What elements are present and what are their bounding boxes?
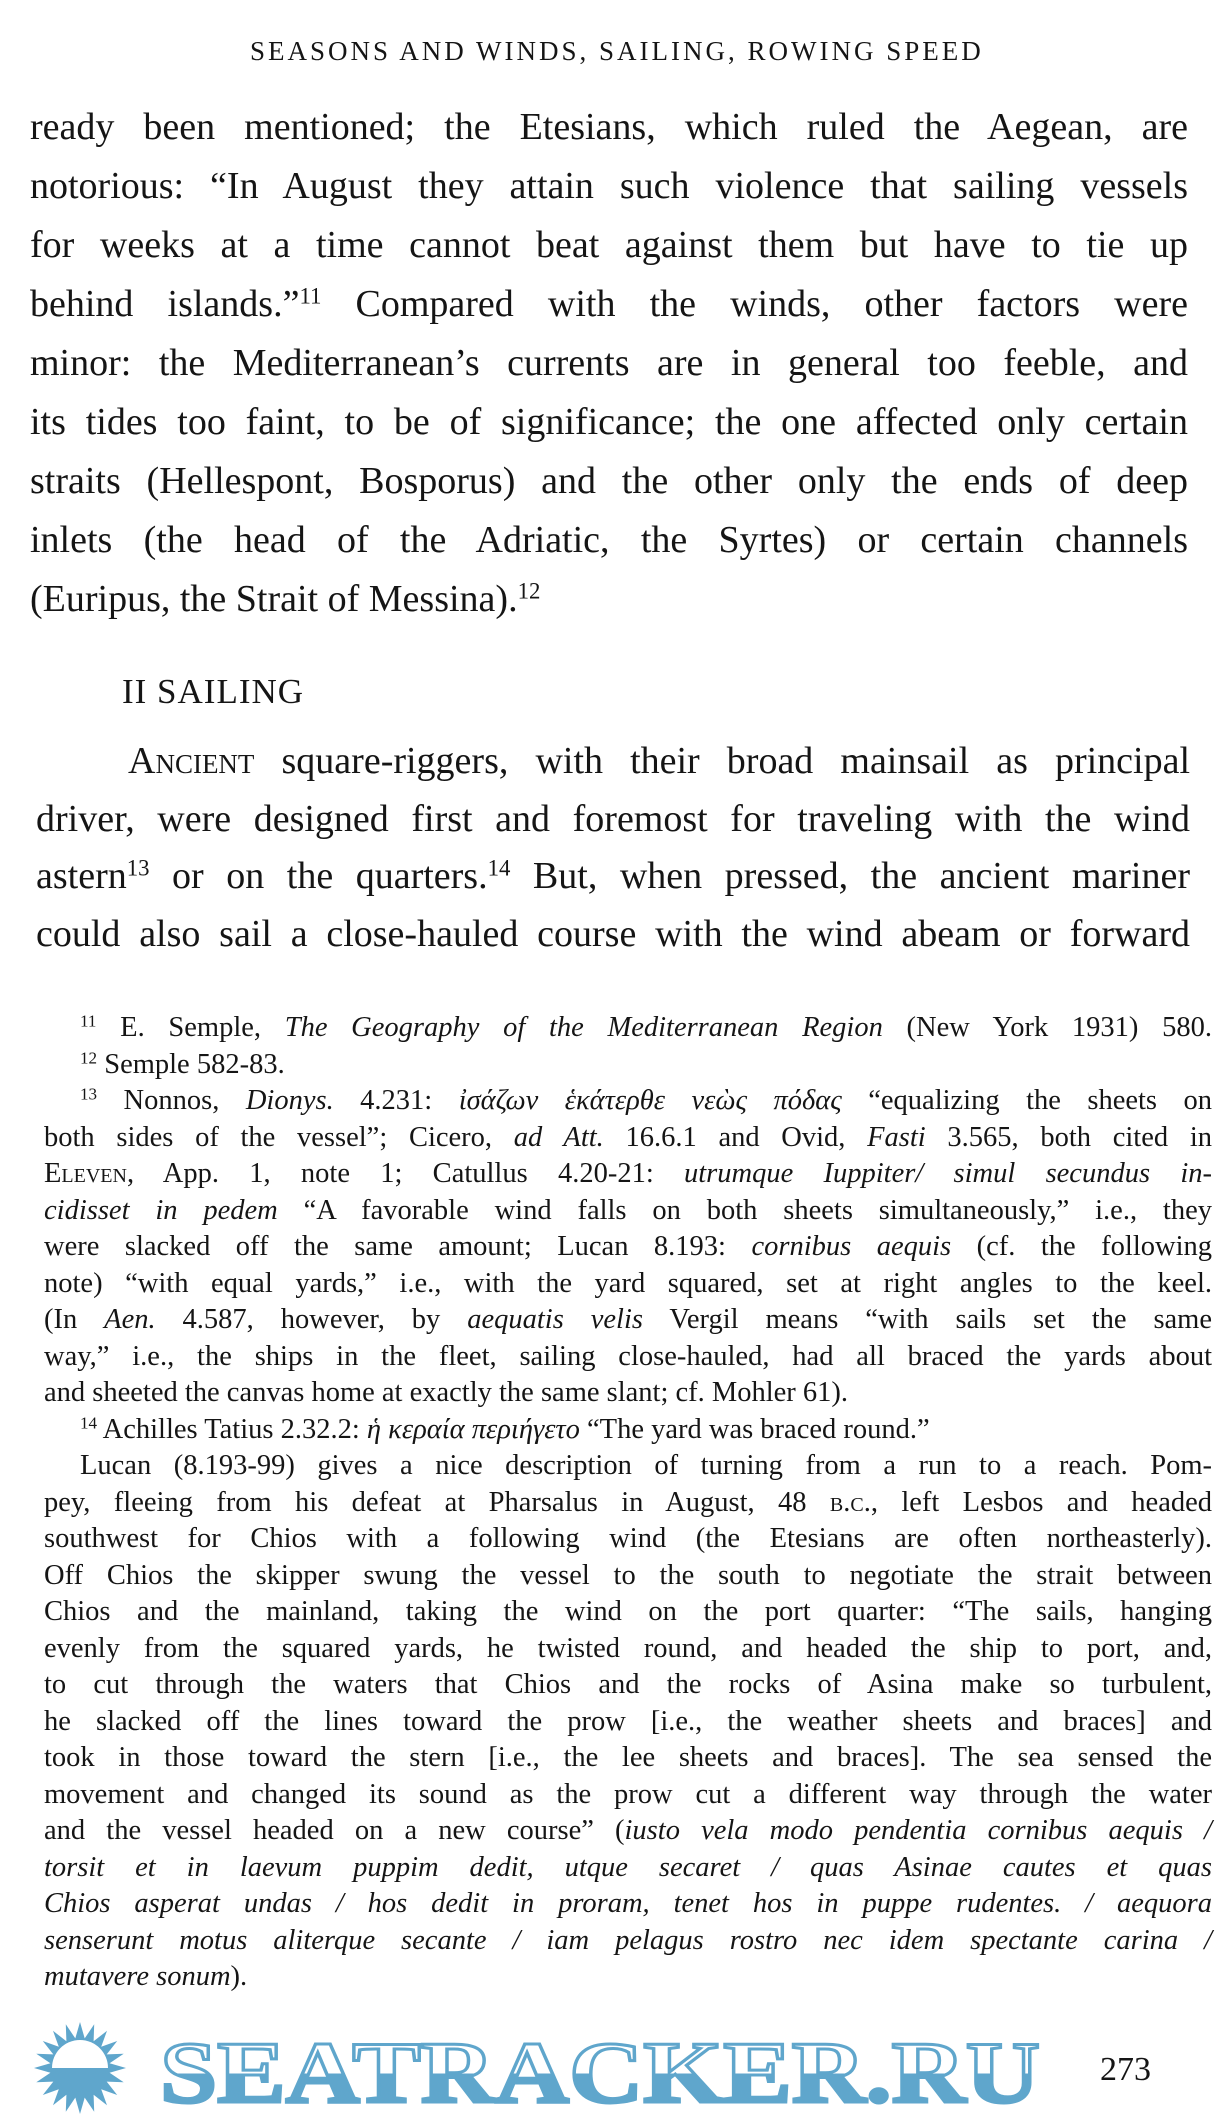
- text-run: both sides of the vessel”; Cicero,: [44, 1121, 514, 1153]
- footnote-marker: 14: [487, 855, 511, 881]
- text-run: (In: [44, 1304, 105, 1335]
- italic-text: torsit et in laevum puppim dedit, utque secaret / quas Asinae cautes et quas: [44, 1851, 1212, 1883]
- text-run: behind islands.”: [30, 283, 300, 325]
- text-line: [44, 1448, 1212, 1485]
- text-run: Nonnos,: [97, 1085, 246, 1116]
- text-line: [44, 1010, 1212, 1047]
- text-run: “A favorable wind falls on both sheets simultaneously,” i.e., they: [277, 1194, 1212, 1226]
- text-line: [30, 570, 1188, 629]
- text-run: (Euripus, the Strait of Messina).: [30, 578, 518, 620]
- text-line: [44, 1886, 1212, 1923]
- text-run: Off Chios the skipper swung the vessel to the south to negotiate the strait between: [44, 1559, 1212, 1591]
- page-number: 273: [1100, 2051, 1151, 2088]
- footnote-marker: 11: [299, 283, 322, 309]
- text-line: [44, 1229, 1212, 1266]
- text-line: [36, 906, 1190, 964]
- italic-text: iusto vela modo pendentia cornibus aequis /: [624, 1815, 1212, 1846]
- footnote-marker: 12: [517, 578, 541, 604]
- text-run: ).: [230, 1961, 248, 1992]
- watermark-text: SEATRACKER.RU: [160, 2025, 1040, 2114]
- text-run: Vergil means “with sails set the same: [642, 1304, 1213, 1335]
- text-run: square-riggers, with their broad mainsail as principal: [254, 740, 1190, 782]
- text-run: “The yard was braced round.”: [579, 1413, 930, 1445]
- text-run: for weeks at a time cannot beat against them but have to tie up: [30, 224, 1188, 266]
- text-line: [44, 1777, 1212, 1814]
- footnote-marker: 12: [80, 1048, 98, 1068]
- text-run: inlets (the head of the Adriatic, the Syrtes) or certain channels: [30, 519, 1188, 561]
- text-run: movement and changed its sound as the prow cut a different way through the water: [44, 1778, 1212, 1810]
- text-line: [36, 848, 1190, 906]
- text-line: [30, 334, 1188, 393]
- italic-text: senserunt motus aliterque secante / iam pelagus rostro nec idem spectante carina /: [44, 1924, 1212, 1956]
- footnote-marker: 13: [126, 855, 150, 881]
- seatracker-watermark-logo: [0, 2018, 1060, 2114]
- text-line: [44, 1412, 1212, 1449]
- text-line: [44, 1959, 1212, 1996]
- italic-text: ἡ κεραία περιήγετο: [366, 1413, 580, 1445]
- italic-text: The Geography of the Mediterranean Region: [284, 1012, 883, 1043]
- italic-text: cidisset in pedem: [44, 1194, 278, 1226]
- text-line: [44, 1375, 1212, 1412]
- text-line: [44, 1120, 1212, 1157]
- text-run: (New York 1931) 580.: [882, 1012, 1212, 1043]
- text-run: b.c.: [829, 1486, 871, 1518]
- italic-text: utrumque Iuppiter/ simul secundus in-: [684, 1158, 1212, 1189]
- text-line: [30, 452, 1188, 511]
- text-line: [44, 1485, 1212, 1522]
- text-run: 4.231:: [333, 1085, 459, 1116]
- text-run: Eleven: [44, 1158, 127, 1189]
- text-run: minor: the Mediterranean’s currents are in general too feeble, and: [30, 342, 1188, 384]
- text-run: 16.6.1 and Ovid,: [603, 1121, 868, 1153]
- text-line: [44, 1083, 1212, 1120]
- text-run: were slacked off the same amount; Lucan 8.193:: [44, 1231, 752, 1262]
- italic-text: Dionys.: [245, 1085, 334, 1116]
- text-run: straits (Hellespont, Bosporus) and the other only the ends of deep: [30, 460, 1188, 502]
- text-run: and the vessel headed on a new course” (: [44, 1815, 625, 1846]
- text-line: [30, 275, 1188, 334]
- italic-text: mutavere sonum: [44, 1961, 231, 1992]
- text-run: driver, were designed first and foremost for traveling with the wind: [36, 797, 1190, 840]
- text-run: Chios and the mainland, taking the wind on the port quarter: “The sails, hanging: [44, 1596, 1212, 1627]
- text-line: [44, 1813, 1212, 1850]
- footnote-marker: 14: [80, 1413, 98, 1433]
- section-heading: II SAILING: [122, 672, 305, 711]
- text-run: note) “with equal yards,” i.e., with the yard squared, set at right angles to the keel.: [44, 1267, 1212, 1299]
- text-line: [44, 1740, 1212, 1777]
- text-run: he slacked off the lines toward the prow [i.e., the weather sheets and braces] and: [44, 1705, 1212, 1737]
- text-run: or on the quarters.: [149, 855, 488, 897]
- footnote-marker: 13: [80, 1084, 98, 1104]
- text-run: Lucan (8.193-99) gives a nice description of turning from a run to a reach. Pom-: [80, 1450, 1212, 1481]
- body-paragraph-1: [30, 98, 1188, 629]
- text-run: could also sail a close-hauled course with the wind abeam or forward: [36, 912, 1190, 955]
- italic-text: Fasti: [867, 1121, 926, 1153]
- text-line: [30, 511, 1188, 570]
- starburst-icon: [34, 2022, 126, 2114]
- text-run: pey, fleeing from his defeat at Pharsalus in August, 48: [44, 1486, 830, 1518]
- text-run: and sheeted the canvas home at exactly the same slant; cf. Mohler 61).: [44, 1377, 849, 1408]
- italic-text: ἰσάζων ἑκάτερθε νεὼς πόδας: [458, 1085, 842, 1116]
- text-run: evenly from the squared yards, he twisted round, and headed the ship to port, and,: [44, 1632, 1212, 1664]
- italic-text: Aen.: [104, 1304, 156, 1335]
- text-line: [44, 1156, 1212, 1193]
- footnotes: [44, 1010, 1212, 1996]
- italic-text: ad Att.: [513, 1121, 604, 1153]
- text-line: [44, 1047, 1212, 1084]
- text-line: [44, 1667, 1212, 1704]
- text-run: to cut through the waters that Chios and the rocks of Asina make so turbulent,: [44, 1669, 1212, 1700]
- text-run: southwest for Chios with a following wind (the Etesians are often northeasterly).: [44, 1523, 1212, 1554]
- italic-text: aequatis velis: [467, 1304, 643, 1335]
- text-line: [36, 791, 1190, 849]
- text-run: notorious: “In August they attain such violence that sailing vessels: [30, 165, 1188, 207]
- text-run: Achilles Tatius 2.32.2:: [97, 1413, 367, 1445]
- text-line: [44, 1521, 1212, 1558]
- text-line: [30, 216, 1188, 275]
- text-run: ready been mentioned; the Etesians, which ruled the Aegean, are: [30, 106, 1188, 148]
- text-run: Semple 582-83.: [97, 1048, 285, 1080]
- text-line: [44, 1558, 1212, 1595]
- text-run: , App. 1, note 1; Catullus 4.20-21:: [126, 1158, 685, 1189]
- text-line: [30, 393, 1188, 452]
- text-run: Compared with the winds, other factors were: [321, 283, 1188, 325]
- text-run: E. Semple,: [96, 1012, 285, 1043]
- text-line: [44, 1594, 1212, 1631]
- text-line: [44, 1266, 1212, 1303]
- text-line: [44, 1850, 1212, 1887]
- text-line: [36, 733, 1190, 791]
- text-run: 4.587, however, by: [155, 1304, 468, 1335]
- italic-text: cornibus aequis: [751, 1231, 952, 1262]
- text-line: [44, 1923, 1212, 1960]
- text-run: But, when pressed, the ancient mariner: [510, 855, 1190, 897]
- footnote-marker: 11: [80, 1011, 97, 1031]
- running-head: SEASONS AND WINDS, SAILING, ROWING SPEED: [250, 36, 984, 66]
- text-run: Ancient: [128, 740, 255, 782]
- text-line: [44, 1631, 1212, 1668]
- text-line: [30, 98, 1188, 157]
- text-line: [44, 1339, 1212, 1376]
- text-line: [44, 1704, 1212, 1741]
- text-run: (cf. the following: [951, 1231, 1212, 1262]
- text-line: [44, 1302, 1212, 1339]
- text-run: 3.565, both cited in: [925, 1121, 1212, 1153]
- body-paragraph-2: [36, 733, 1190, 963]
- text-run: astern: [36, 855, 127, 897]
- italic-text: Chios asperat undas / hos dedit in proram, tenet hos in puppe rudentes. / aequora: [44, 1888, 1212, 1919]
- text-run: , left Lesbos and headed: [870, 1486, 1212, 1518]
- text-run: took in those toward the stern [i.e., the lee sheets and braces]. The sea sensed the: [44, 1742, 1212, 1773]
- text-line: [30, 157, 1188, 216]
- text-run: way,” i.e., the ships in the fleet, sailing close-hauled, had all braced the yards about: [44, 1340, 1212, 1372]
- text-line: [44, 1193, 1212, 1230]
- text-run: “equalizing the sheets on: [841, 1085, 1212, 1116]
- text-run: its tides too faint, to be of significance; the one affected only certain: [30, 401, 1188, 443]
